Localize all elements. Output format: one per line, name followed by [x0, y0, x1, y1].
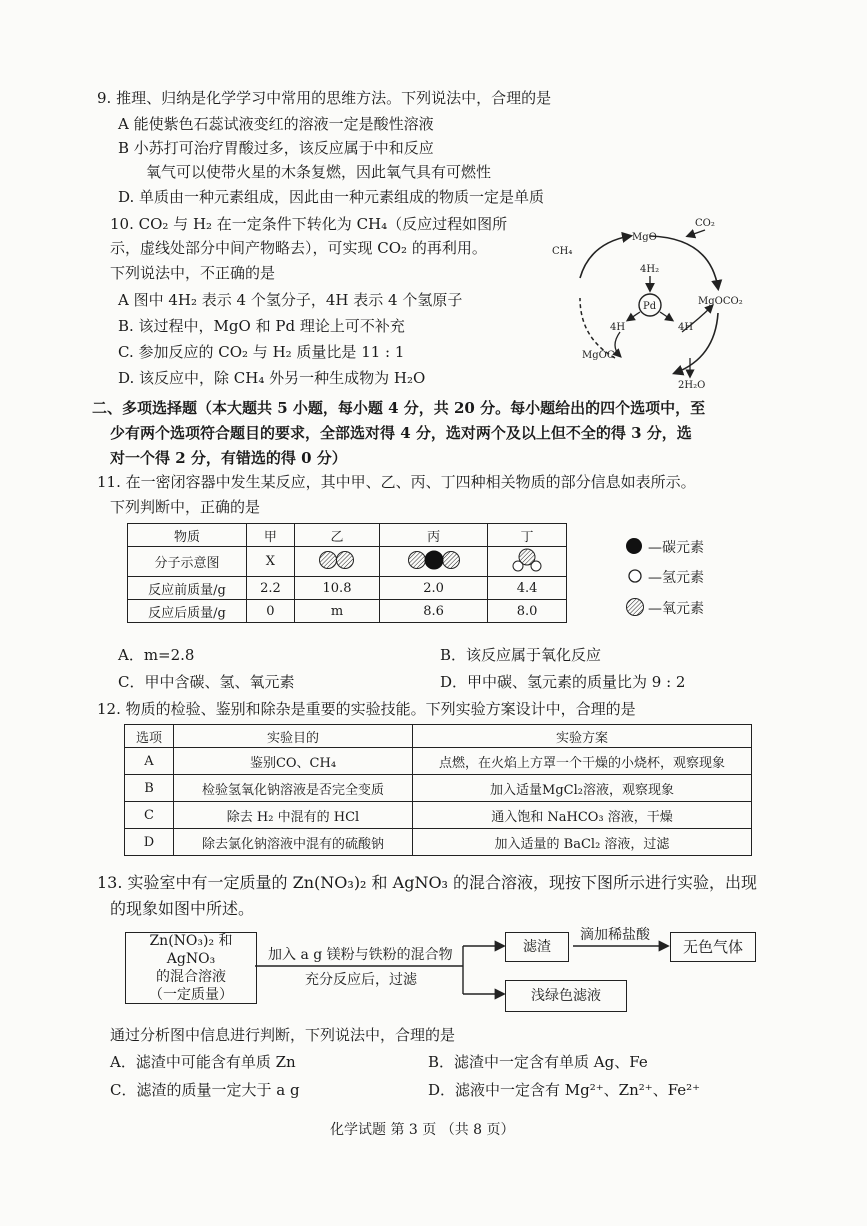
table-cell: 点燃，在火焰上方罩一个干燥的小烧杯，观察现象 — [413, 748, 752, 775]
diagram-label-4h-right: 4H — [678, 322, 694, 333]
section2-heading-line3: 对一个得 2 分，有错选的得 0 分） — [110, 449, 347, 467]
diagram-label-mgo: MgO — [632, 232, 657, 243]
legend-carbon-icon — [625, 537, 643, 555]
table-cell: X — [247, 547, 295, 577]
table-cell: 8.6 — [380, 600, 488, 623]
diagram-label-h2o: 2H₂O — [678, 380, 706, 391]
q10-stem-line3: 下列说法中，不正确的是 — [110, 264, 276, 282]
q11-option-a: A．m=2.8 — [118, 646, 195, 664]
table-header: 乙 — [294, 524, 379, 547]
q13-stem-line1: 13. 实验室中有一定质量的 Zn(NO₃)₂ 和 AgNO₃ 的混合溶液，现按下图所示进行实验，出现 — [97, 873, 758, 892]
diagram-label-pd: Pd — [643, 301, 657, 312]
table-row — [125, 775, 752, 802]
q12-stem: 12. 物质的检验、鉴别和除杂是重要的实验技能。下列实验方案设计中，合理的是 — [97, 700, 636, 718]
diagram-label-co2: CO₂ — [695, 218, 715, 229]
flow-box-line1: Zn(NO₃)₂ 和 AgNO₃ — [149, 933, 233, 967]
table-cell: C — [125, 802, 174, 829]
table-cell: 加入适量的 BaCl₂ 溶液，过滤 — [413, 829, 752, 856]
flow-box-line3: （一定质量） — [149, 987, 233, 1003]
q13-option-b: B．滤渣中一定含有单质 Ag、Fe — [428, 1053, 648, 1071]
table-row — [125, 748, 752, 775]
table-header: 丁 — [488, 524, 567, 547]
flow-box-residue: 滤渣 — [505, 932, 569, 962]
section2-heading-line2: 少有两个选项符合题目的要求，全部选对得 4 分，选对两个及以上但不全的得 3 分，选 — [110, 424, 692, 442]
molecule-bing-cell — [380, 547, 488, 577]
table-row — [125, 802, 752, 829]
table-header: 物质 — [128, 524, 247, 547]
molecule-ding-cell — [488, 547, 567, 577]
legend-oxygen-icon — [625, 597, 645, 617]
diagram-label-mgoc: MgOC — [582, 350, 615, 361]
flow-box-filtrate: 浅绿色滤液 — [505, 980, 627, 1012]
legend-hydrogen-icon — [627, 568, 643, 584]
q9-option-a: A 能使紫色石蕊试液变红的溶液一定是酸性溶液 — [118, 115, 434, 133]
q13-option-d: D．滤液中一定含有 Mg²⁺、Zn²⁺、Fe²⁺ — [428, 1081, 701, 1099]
flow-arrow-top-label: 加入 a g 镁粉与铁粉的混合物 — [268, 947, 453, 963]
q10-stem-line1: 10. CO₂ 与 H₂ 在一定条件下转化为 CH₄（反应过程如图所 — [110, 215, 508, 233]
table-header: 选项 — [125, 725, 174, 748]
legend-carbon-label: —碳元素 — [648, 540, 704, 556]
q9-option-b: B 小苏打可治疗胃酸过多，该反应属于中和反应 — [118, 139, 434, 157]
diagram-label-mgoco2: MgOCO₂ — [698, 296, 743, 307]
q10-option-d: D. 该反应中，除 CH₄ 外另一种生成物为 H₂O — [118, 369, 426, 387]
q13-stem-line3: 通过分析图中信息进行判断，下列说法中，合理的是 — [110, 1026, 456, 1044]
table-row — [128, 547, 567, 577]
flow-arrow-bottom-label: 充分反应后，过滤 — [305, 972, 417, 988]
table-cell: A — [125, 748, 174, 775]
q13-stem-line2: 的现象如图中所述。 — [110, 899, 255, 918]
table-header: 实验方案 — [413, 725, 752, 748]
table-cell: 0 — [247, 600, 295, 623]
table-cell: 2.0 — [380, 577, 488, 600]
table-cell: 反应后质量/g — [128, 600, 247, 623]
table-cell: 除去 H₂ 中混有的 HCl — [174, 802, 413, 829]
q10-stem-line2: 示，虚线处部分中间产物略去），可实现 CO₂ 的再利用。 — [110, 239, 487, 257]
q13-option-c: C．滤渣的质量一定大于 a g — [110, 1081, 300, 1099]
q12-table — [124, 724, 752, 856]
q11-stem-line1: 11. 在一密闭容器中发生某反应，其中甲、乙、丙、丁四种相关物质的部分信息如表所示。 — [97, 473, 696, 491]
legend-oxygen-label: —氧元素 — [648, 601, 704, 617]
molecule-yi-icon — [315, 550, 359, 570]
table-cell: 通入饱和 NaHCO₃ 溶液，干燥 — [413, 802, 752, 829]
molecule-ding-icon — [507, 548, 547, 572]
legend-hydrogen-label: —氢元素 — [648, 570, 704, 586]
q10-option-a: A 图中 4H₂ 表示 4 个氢分子，4H 表示 4 个氢原子 — [118, 291, 463, 309]
molecule-bing-icon — [405, 550, 463, 570]
page-footer: 化学试题 第 3 页 （共 8 页） — [330, 1122, 515, 1138]
q9-option-c: 氧气可以使带火星的木条复燃，因此氧气具有可燃性 — [146, 163, 492, 181]
flow-box-mixed-solution — [125, 932, 257, 1004]
table-row — [128, 524, 567, 547]
molecule-yi-cell — [294, 547, 379, 577]
q11-table — [127, 523, 567, 623]
q9-stem: 9. 推理、归纳是化学学习中常用的思维方法。下列说法中，合理的是 — [97, 89, 552, 107]
table-cell: 检验氢氧化钠溶液是否完全变质 — [174, 775, 413, 802]
q11-option-b: B．该反应属于氧化反应 — [440, 646, 602, 664]
q13-option-a: A．滤渣中可能含有单质 Zn — [110, 1053, 296, 1071]
diagram-label-4h2: 4H₂ — [640, 264, 660, 275]
table-cell: 加入适量MgCl₂溶液，观察现象 — [413, 775, 752, 802]
table-cell: 分子示意图 — [128, 547, 247, 577]
q11-stem-line2: 下列判断中，正确的是 — [110, 498, 261, 516]
section2-heading-line1: 二、多项选择题（本大题共 5 小题，每小题 4 分，共 20 分。每小题给出的四个选项中，至 — [92, 399, 706, 417]
table-row — [125, 829, 752, 856]
table-cell: 10.8 — [294, 577, 379, 600]
q11-option-c: C．甲中含碳、氢、氧元素 — [118, 673, 295, 691]
table-cell: 除去氯化钠溶液中混有的硫酸钠 — [174, 829, 413, 856]
q10-option-b: B. 该过程中，MgO 和 Pd 理论上可不补充 — [118, 317, 405, 335]
table-cell: B — [125, 775, 174, 802]
table-row — [128, 600, 567, 623]
flow-box-line2: 的混合溶液 — [156, 969, 226, 985]
diagram-label-4h-left: 4H — [610, 322, 626, 333]
reaction-cycle-diagram — [540, 208, 770, 393]
table-cell: 反应前质量/g — [128, 577, 247, 600]
table-cell: 鉴别CO、CH₄ — [174, 748, 413, 775]
q11-option-d: D．甲中碳、氢元素的质量比为 9 : 2 — [440, 673, 686, 691]
table-header: 甲 — [247, 524, 295, 547]
flow-acid-label: 滴加稀盐酸 — [580, 927, 650, 943]
flow-box-gas: 无色气体 — [670, 932, 756, 962]
table-row — [128, 577, 567, 600]
table-cell: 2.2 — [247, 577, 295, 600]
table-cell: D — [125, 829, 174, 856]
table-cell: 4.4 — [488, 577, 567, 600]
table-cell: 8.0 — [488, 600, 567, 623]
diagram-label-ch4: CH₄ — [552, 246, 573, 257]
q9-option-d: D. 单质由一种元素组成，因此由一种元素组成的物质一定是单质 — [118, 188, 545, 206]
table-row — [125, 725, 752, 748]
table-header: 实验目的 — [174, 725, 413, 748]
table-cell: m — [294, 600, 379, 623]
q10-option-c: C. 参加反应的 CO₂ 与 H₂ 质量比是 11 : 1 — [118, 343, 405, 361]
table-header: 丙 — [380, 524, 488, 547]
